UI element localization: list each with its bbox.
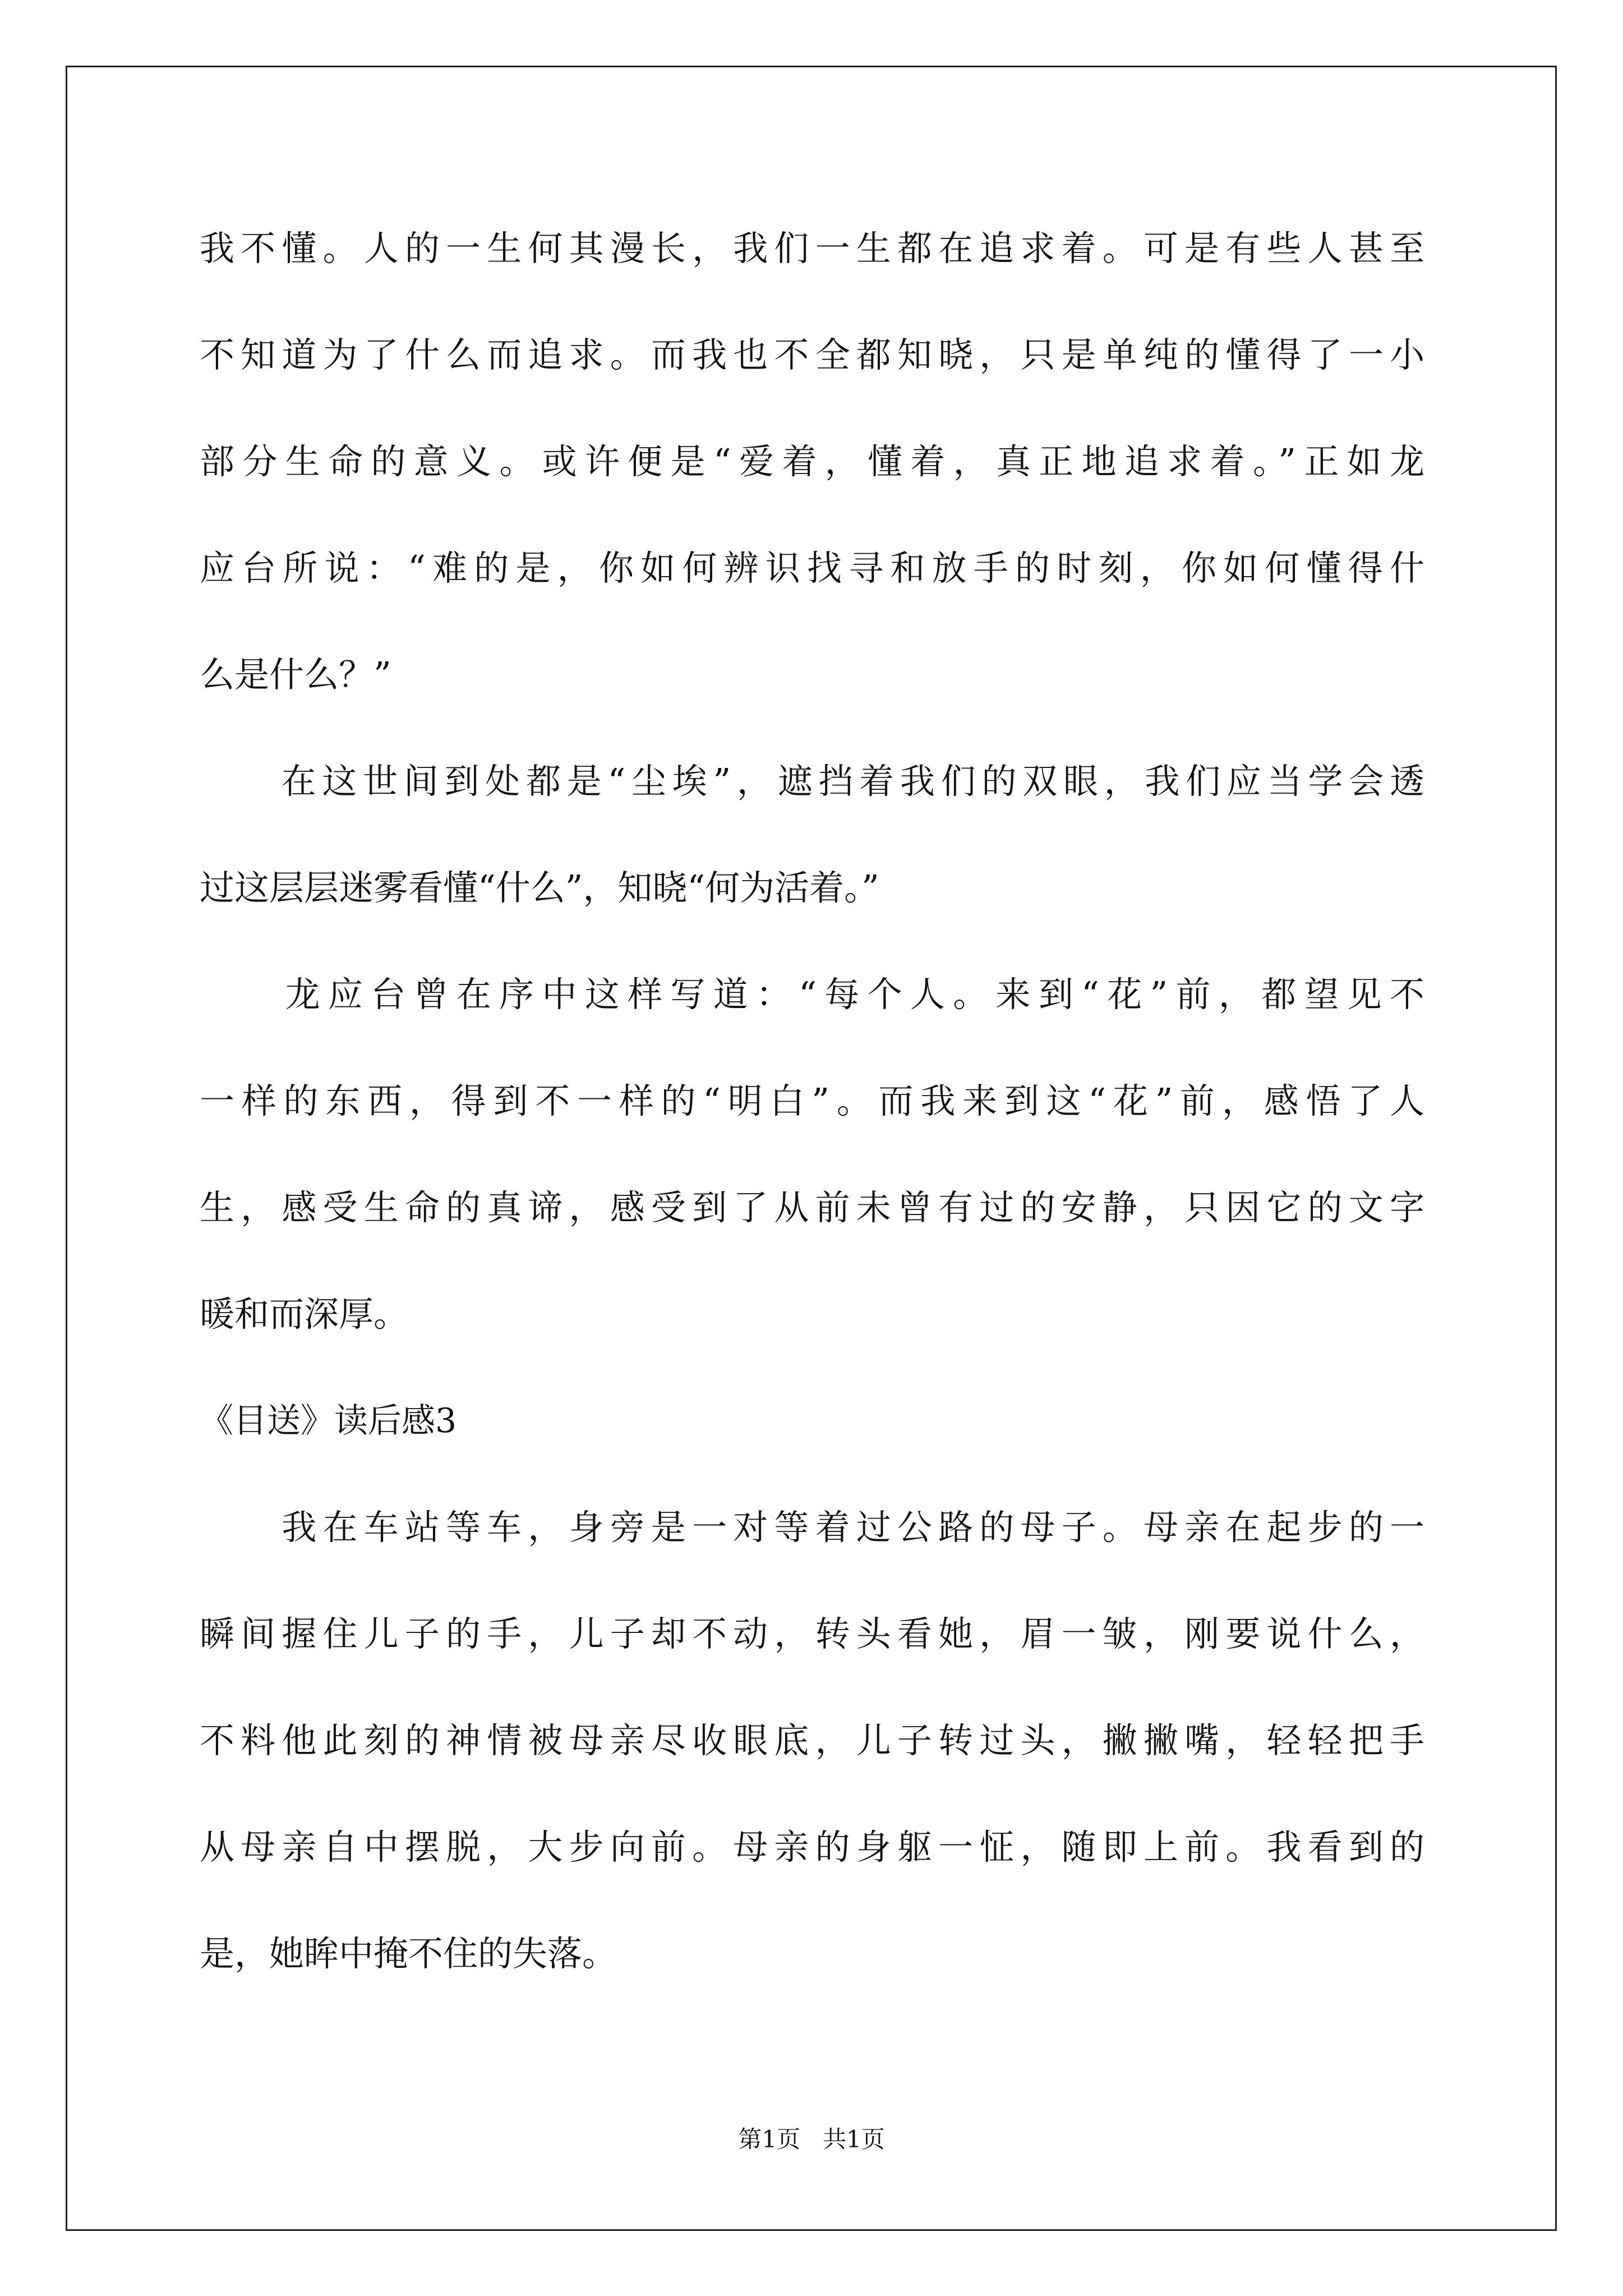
body-line-3: 部分生命的意义。或许便是“爱着，懂着，真正地追求着。”正如龙 [200,441,1424,482]
page-footer [0,2123,1623,2156]
body-line-9: 一样的东西，得到不一样的“明白”。而我来到这“花”前，感悟了人 [200,1080,1424,1121]
body-line-8: 龙应台曾在序中这样写道：“每个人。来到“花”前，都望见不 [200,974,1424,1015]
body-line-13: 瞬间握住儿子的手，儿子却不动，转头看她，眉一皱，刚要说什么， [200,1613,1424,1654]
body-line-1: 我不懂。人的一生何其漫长，我们一生都在追求着。可是有些人甚至 [200,228,1424,269]
body-line-11: 暖和而深厚。 [200,1294,409,1335]
page-border [66,66,1557,2231]
body-line-2: 不知道为了什么而追求。而我也不全都知晓，只是单纯的懂得了一小 [200,334,1424,375]
body-line-5: 么是什么？” [200,654,391,695]
section-heading: 《目送》读后感3 [200,1401,457,1441]
page-total: 共1页 [823,2125,885,2153]
body-line-12: 我在车站等车，身旁是一对等着过公路的母子。母亲在起步的一 [200,1507,1424,1548]
body-line-6: 在这世间到处都是“尘埃”，遮挡着我们的双眼，我们应当学会透 [200,761,1424,802]
body-line-4: 应台所说：“难的是，你如何辨识找寻和放手的时刻，你如何懂得什 [200,547,1424,588]
body-line-15: 从母亲自中摆脱，大步向前。母亲的身躯一怔，随即上前。我看到的 [200,1826,1424,1867]
page-number: 第1页 [738,2125,800,2153]
body-line-10: 生，感受生命的真谛，感受到了从前未曾有过的安静，只因它的文字 [200,1187,1424,1228]
body-line-7: 过这层层迷雾看懂“什么”，知晓“何为活着。” [200,867,879,908]
body-line-16: 是，她眸中掩不住的失落。 [200,1933,617,1974]
body-line-14: 不料他此刻的神情被母亲尽收眼底，儿子转过头，撇撇嘴，轻轻把手 [200,1720,1424,1761]
